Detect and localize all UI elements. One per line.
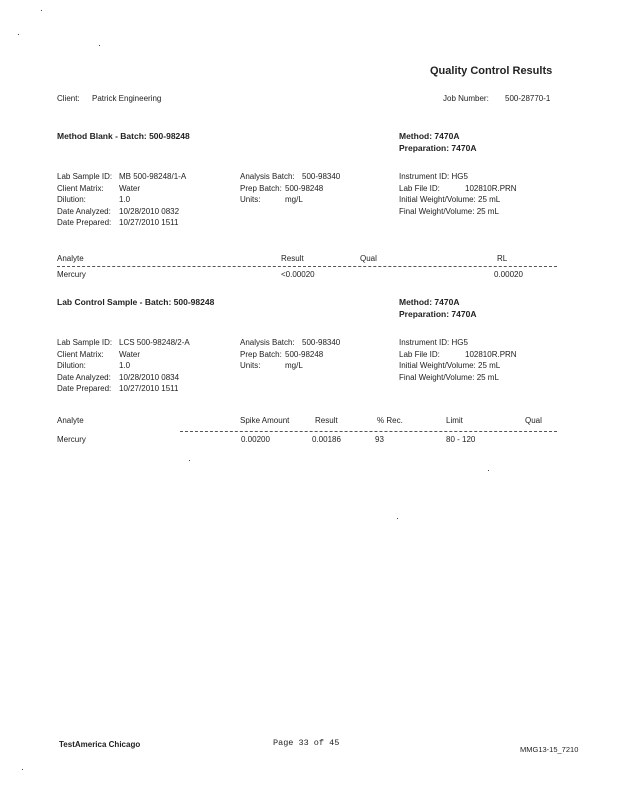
mb-table-divider <box>57 266 557 267</box>
mb-date-prepared-label: Date Prepared: <box>57 218 112 227</box>
scan-speck <box>488 470 489 471</box>
lcs-lab-file-id-row <box>399 349 517 361</box>
mb-date-prepared-row <box>57 217 186 229</box>
client-value: Patrick Engineering <box>92 94 162 103</box>
lcs-initial-volume-row <box>399 360 517 372</box>
mb-initial-volume-label: Initial Weight/Volume: <box>399 195 476 204</box>
scan-speck <box>41 10 42 11</box>
lcs-lab-sample-id: LCS 500-98248/2-A <box>119 338 190 347</box>
lcs-date-prepared-label: Date Prepared: <box>57 384 112 393</box>
footer-lab-name: TestAmerica Chicago <box>59 740 141 749</box>
scan-speck <box>99 45 100 46</box>
lcs-date-analyzed-row <box>57 372 190 384</box>
mb-units: mg/L <box>285 195 303 204</box>
mb-info-right <box>399 171 517 217</box>
mb-lab-file-id: 102810R.PRN <box>465 183 517 193</box>
lcs-dilution: 1.0 <box>119 361 131 370</box>
mb-prep-batch-row <box>240 183 340 195</box>
lcs-dilution-row <box>57 360 190 372</box>
mb-client-matrix-row <box>57 183 186 195</box>
lcs-info-right <box>399 337 517 383</box>
mb-final-volume: 25 mL <box>476 206 499 216</box>
lcs-units: mg/L <box>285 361 303 370</box>
page-title: Quality Control Results <box>430 65 553 77</box>
client-label: Client: <box>57 94 80 103</box>
job-number-label: Job Number: <box>443 94 489 103</box>
lcs-initial-volume: 25 mL <box>478 361 501 370</box>
lcs-prep-batch-label: Prep Batch: <box>240 349 282 359</box>
lcs-client-matrix-row <box>57 349 190 361</box>
mb-header-analyte: Analyte <box>57 254 84 263</box>
mb-initial-volume: 25 mL <box>478 195 501 204</box>
mb-units-row <box>240 194 340 206</box>
mb-analysis-batch: 500-98340 <box>302 172 341 181</box>
lcs-analysis-batch: 500-98340 <box>302 338 341 347</box>
scan-speck <box>397 518 398 519</box>
lcs-row-analyte: Mercury <box>57 435 86 444</box>
mb-lab-file-id-row <box>399 183 517 195</box>
lcs-final-volume-row <box>399 372 517 384</box>
lcs-table-divider <box>180 431 557 432</box>
lcs-date-analyzed-label: Date Analyzed: <box>57 372 111 382</box>
lcs-instrument-id-label: Instrument ID: <box>399 338 450 347</box>
mb-analysis-batch-row <box>240 171 340 183</box>
method-blank-heading: Method Blank - Batch: 500-98248 <box>57 131 190 141</box>
lcs-final-volume: 25 mL <box>476 372 499 382</box>
mb-date-prepared: 10/27/2010 1511 <box>119 218 179 227</box>
method-blank-preparation: Preparation: 7470A <box>399 143 477 153</box>
lcs-units-label: Units: <box>240 361 261 370</box>
footer-document-code: MMG13-15_7210 <box>520 745 579 754</box>
lcs-prep-batch: 500-98248 <box>285 349 324 359</box>
lcs-row-limit: 80 - 120 <box>446 435 476 444</box>
mb-date-analyzed: 10/28/2010 0832 <box>119 206 180 216</box>
lcs-date-analyzed: 10/28/2010 0834 <box>119 372 180 382</box>
lcs-header-analyte: Analyte <box>57 416 84 425</box>
mb-header-rl: RL <box>497 254 508 263</box>
lcs-analysis-batch-row <box>240 337 340 349</box>
mb-client-matrix: Water <box>119 183 141 193</box>
lcs-row-result: 0.00186 <box>312 435 341 444</box>
lcs-row-spike-amount: 0.00200 <box>241 435 270 444</box>
lcs-header-spike-amount: Spike Amount <box>240 416 290 425</box>
lcs-date-prepared: 10/27/2010 1511 <box>119 384 179 393</box>
mb-prep-batch: 500-98248 <box>285 183 324 193</box>
lcs-heading: Lab Control Sample - Batch: 500-98248 <box>57 297 215 307</box>
lcs-row-rec: 93 <box>375 435 384 444</box>
lcs-lab-file-id-label: Lab File ID: <box>399 349 440 359</box>
lcs-lab-file-id: 102810R.PRN <box>465 349 517 359</box>
scan-speck <box>189 460 190 461</box>
mb-client-matrix-label: Client Matrix: <box>57 183 104 193</box>
mb-instrument-id: HG5 <box>451 172 468 181</box>
mb-date-analyzed-label: Date Analyzed: <box>57 206 111 216</box>
lcs-preparation: Preparation: 7470A <box>399 309 477 319</box>
mb-row-rl: 0.00020 <box>494 270 523 279</box>
lcs-client-matrix: Water <box>119 349 141 359</box>
scan-speck <box>22 769 23 770</box>
lcs-final-volume-label: Final Weight/Volume: <box>399 372 475 382</box>
footer-page-number: Page 33 of 45 <box>273 738 340 748</box>
lcs-header-result: Result <box>315 416 338 425</box>
lcs-header-rec: % Rec. <box>377 416 403 425</box>
mb-lab-sample-id-row <box>57 171 186 183</box>
lcs-header-qual: Qual <box>525 416 542 425</box>
mb-final-volume-row <box>399 206 517 218</box>
mb-dilution-row <box>57 194 186 206</box>
lcs-instrument-id-row <box>399 337 517 349</box>
mb-header-result: Result <box>281 254 304 263</box>
mb-info-left <box>57 171 186 229</box>
lcs-dilution-label: Dilution: <box>57 361 86 370</box>
mb-info-middle <box>240 171 340 206</box>
mb-prep-batch-label: Prep Batch: <box>240 183 282 193</box>
mb-analysis-batch-label: Analysis Batch: <box>240 172 295 181</box>
lcs-initial-volume-label: Initial Weight/Volume: <box>399 361 476 370</box>
lcs-lab-sample-id-row <box>57 337 190 349</box>
lcs-units-row <box>240 360 340 372</box>
mb-instrument-id-label: Instrument ID: <box>399 172 450 181</box>
scan-speck <box>18 34 19 35</box>
mb-header-qual: Qual <box>360 254 377 263</box>
mb-lab-file-id-label: Lab File ID: <box>399 183 440 193</box>
mb-date-analyzed-row <box>57 206 186 218</box>
mb-dilution-label: Dilution: <box>57 195 86 204</box>
lcs-instrument-id: HG5 <box>451 338 468 347</box>
lcs-header-limit: Limit <box>446 416 463 425</box>
lcs-lab-sample-id-label: Lab Sample ID: <box>57 338 113 347</box>
mb-initial-volume-row <box>399 194 517 206</box>
lcs-method: Method: 7470A <box>399 297 460 307</box>
method-blank-method: Method: 7470A <box>399 131 460 141</box>
mb-row-analyte: Mercury <box>57 270 86 279</box>
lcs-analysis-batch-label: Analysis Batch: <box>240 338 295 347</box>
mb-lab-sample-id-label: Lab Sample ID: <box>57 172 113 181</box>
mb-units-label: Units: <box>240 195 261 204</box>
lcs-prep-batch-row <box>240 349 340 361</box>
mb-final-volume-label: Final Weight/Volume: <box>399 206 475 216</box>
mb-dilution: 1.0 <box>119 195 131 204</box>
mb-lab-sample-id: MB 500-98248/1-A <box>119 172 187 181</box>
job-number-value: 500-28770-1 <box>505 94 551 103</box>
lcs-client-matrix-label: Client Matrix: <box>57 349 104 359</box>
mb-instrument-id-row <box>399 171 517 183</box>
mb-row-result: <0.00020 <box>281 270 315 279</box>
lcs-info-left <box>57 337 190 395</box>
lcs-info-middle <box>240 337 340 372</box>
lcs-date-prepared-row <box>57 383 190 395</box>
